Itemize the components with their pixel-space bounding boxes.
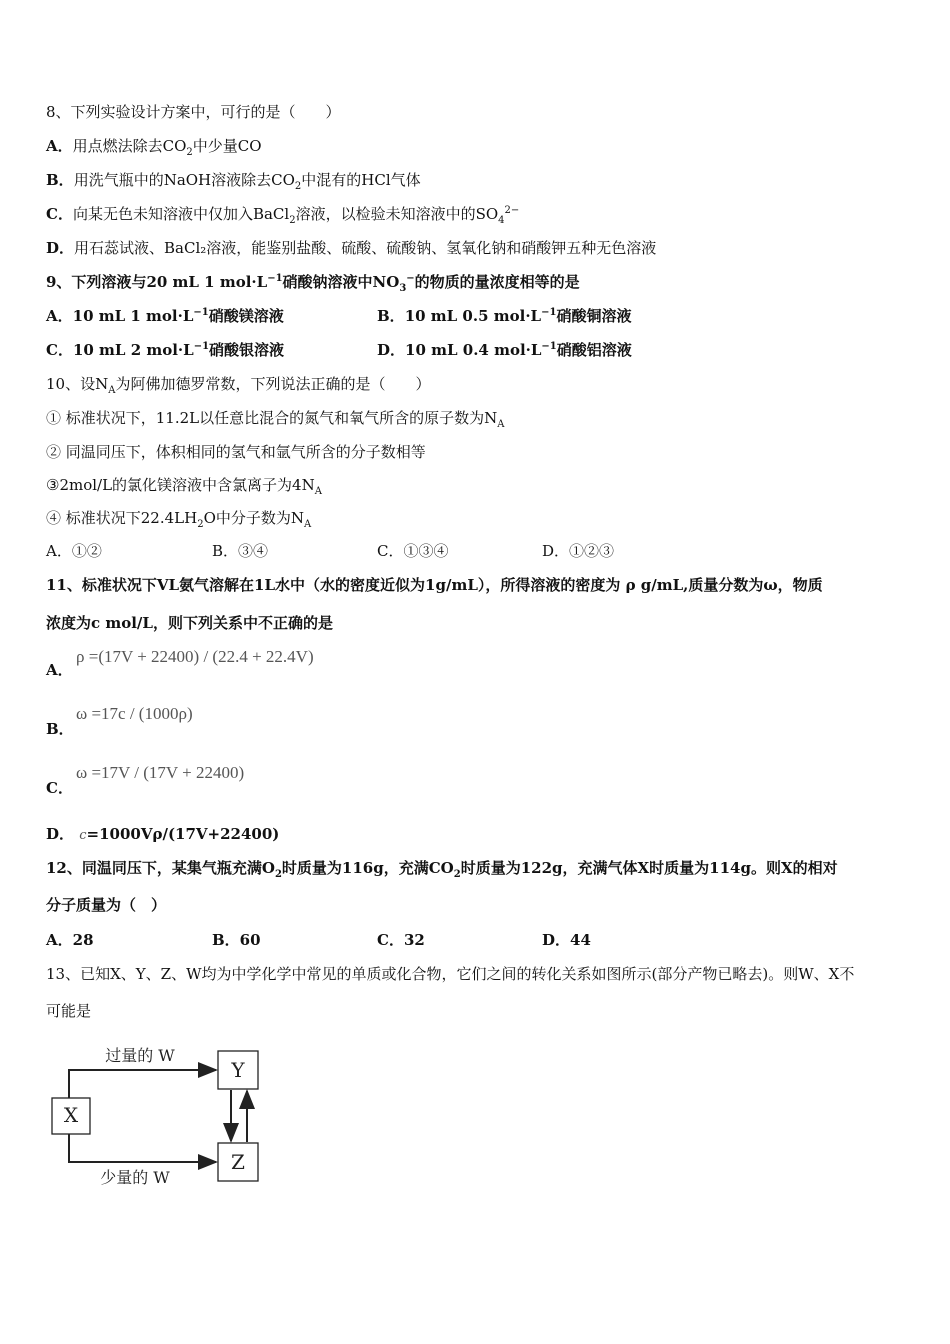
subscript: A (108, 385, 116, 396)
q12-stem-line2: 分子质量为（ ） (46, 896, 167, 914)
superscript: −1 (267, 273, 283, 284)
option-text: 中混有的HCl气体 (301, 171, 421, 189)
option-text: 用石蕊试液、BaCl₂溶液，能鉴别盐酸、硫酸、硫酸钠、氢氧化钠和硝酸钾五种无色溶液 (74, 239, 657, 257)
q11-option-a-formula: ρ =(17V + 22400) / (22.4 + 22.4V) (76, 647, 314, 666)
subscript: 2 (289, 215, 296, 226)
q12-option-a: A．28 (46, 931, 94, 949)
option-text: 用点燃法除去CO (72, 137, 187, 155)
subscript: 2 (453, 869, 461, 880)
statement-text: ④ 标准状况下22.4LH (46, 509, 198, 527)
statement-text: ① 标准状况下，11.2L以任意比混合的氮气和氧气所含的原子数为N (46, 409, 498, 427)
label-little-w: 少量的 W (100, 1168, 170, 1187)
box-z-label: Z (231, 1150, 245, 1174)
superscript: −1 (541, 307, 557, 318)
stem-text: 为阿佛加德罗常数，下列说法正确的是（ ） (115, 375, 431, 393)
q12-option-c: C．32 (377, 931, 425, 949)
q8-option-a (46, 136, 262, 156)
superscript: 2− (504, 205, 520, 216)
q11-option-a-label: A． (46, 661, 73, 679)
q10-option-c: C．①③④ (377, 542, 449, 560)
option-label: D． (377, 341, 406, 359)
option-text: =1000Vρ/(17V+22400) (86, 825, 280, 843)
option-label: B． (46, 171, 74, 189)
statement-text: O中分子数为N (203, 509, 305, 527)
q10-statement-3 (46, 475, 322, 495)
option-text: 硝酸铜溶液 (556, 307, 632, 325)
q13-stem-line1: 13、已知X、Y、Z、W均为中学化学中常见的单质或化合物，它们之间的转化关系如图所示(部分产物已略去)。则W、X不 (46, 965, 855, 983)
q10-statement-2: ② 同温同压下，体积相同的氢气和氩气所含的分子数相等 (46, 443, 426, 461)
q11-stem-line1: 11、标准状况下VL氨气溶解在1L水中（水的密度近似为1g/mL），所得溶液的密度为 ρ g/mL,质量分数为ω，物质 (46, 576, 823, 594)
q10-option-b: B．③④ (212, 542, 269, 560)
arrow-x-to-z (69, 1134, 216, 1162)
stem-text: 时质量为116g，充满CO (281, 859, 454, 877)
subscript: 2 (197, 519, 204, 530)
stem-text: 9、下列溶液与20 mL 1 mol·L (46, 273, 268, 291)
q11-option-d (46, 824, 279, 846)
box-x-label: X (63, 1103, 79, 1127)
option-label: B． (377, 307, 405, 325)
subscript: 2 (186, 147, 193, 158)
q11-option-b-label: B． (46, 720, 74, 738)
option-text: 10 mL 1 mol·L (72, 307, 194, 325)
q10-option-a: A．①② (46, 542, 102, 560)
subscript: A (314, 486, 322, 497)
option-label: C． (46, 341, 73, 359)
option-label: A． (46, 137, 73, 155)
superscript: −1 (193, 307, 209, 318)
option-label: D． (46, 825, 75, 843)
option-text: 硝酸镁溶液 (208, 307, 284, 325)
option-text: 10 mL 2 mol·L (72, 341, 194, 359)
q9-stem (46, 272, 580, 292)
q9-option-c (46, 340, 284, 360)
superscript: −1 (541, 341, 557, 352)
subscript: A (304, 519, 312, 530)
q10-stem (46, 374, 430, 394)
q11-option-b-formula: ω =17c / (1000ρ) (76, 704, 193, 723)
q8-stem: 8、下列实验设计方案中，可行的是（ ） (46, 103, 341, 121)
stem-text: 的物质的量浓度相等的是 (414, 273, 580, 291)
stem-text: 硝酸钠溶液中NO (282, 273, 400, 291)
option-text: 中少量CO (192, 137, 262, 155)
stem-text: 10、设N (46, 375, 109, 393)
option-text: 溶液，以检验未知溶液中的SO (295, 205, 499, 223)
statement-text: ③2mol/L的氯化镁溶液中含氯离子为4N (46, 476, 315, 494)
q10-option-d: D．①②③ (542, 542, 615, 560)
q8-option-b (46, 170, 421, 190)
q13-stem-line2: 可能是 (46, 1002, 92, 1020)
option-label: A． (46, 307, 73, 325)
subscript: 2 (274, 869, 282, 880)
variable: c (79, 828, 87, 843)
q11-option-c-label: C． (46, 779, 73, 797)
q12-stem-line1 (46, 858, 838, 878)
option-label: D． (46, 239, 75, 257)
conversion-diagram (40, 1040, 280, 1190)
subscript: 2 (294, 181, 302, 192)
option-text: 向某无色未知溶液中仅加入BaCl (72, 205, 290, 223)
q12-option-b: B．60 (212, 931, 261, 949)
q12-option-d: D．44 (542, 931, 591, 949)
superscript: −1 (193, 341, 210, 352)
stem-text: 12、同温同压下，某集气瓶充满O (46, 859, 275, 877)
q9-option-b (377, 306, 631, 326)
stem-text: 时质量为122g，充满气体X时质量为114g。则X的相对 (460, 859, 838, 877)
q8-option-d (46, 238, 656, 258)
q9-option-a (46, 306, 284, 326)
q9-option-d (377, 340, 632, 360)
option-label: C． (46, 205, 73, 223)
option-text: 10 mL 0.5 mol·L (404, 307, 542, 325)
q8-option-c (46, 204, 519, 224)
option-text: 硝酸铝溶液 (556, 341, 632, 359)
superscript: − (406, 273, 415, 284)
q10-statement-4 (46, 508, 311, 528)
option-text: 10 mL 0.4 mol·L (405, 341, 542, 359)
label-excess-w: 过量的 W (105, 1046, 175, 1065)
subscript: 4 (498, 215, 505, 226)
arrow-x-to-y (69, 1070, 216, 1098)
subscript: 3 (399, 283, 407, 294)
q11-stem-line2: 浓度为c mol/L，则下列关系中不正确的是 (46, 614, 333, 632)
q10-statement-1 (46, 408, 505, 428)
q11-option-c-formula: ω =17V / (17V + 22400) (76, 763, 245, 782)
box-y-label: Y (231, 1058, 245, 1082)
option-text: 硝酸银溶液 (209, 341, 285, 359)
subscript: A (497, 419, 505, 430)
option-text: 用洗气瓶中的NaOH溶液除去CO (73, 171, 295, 189)
